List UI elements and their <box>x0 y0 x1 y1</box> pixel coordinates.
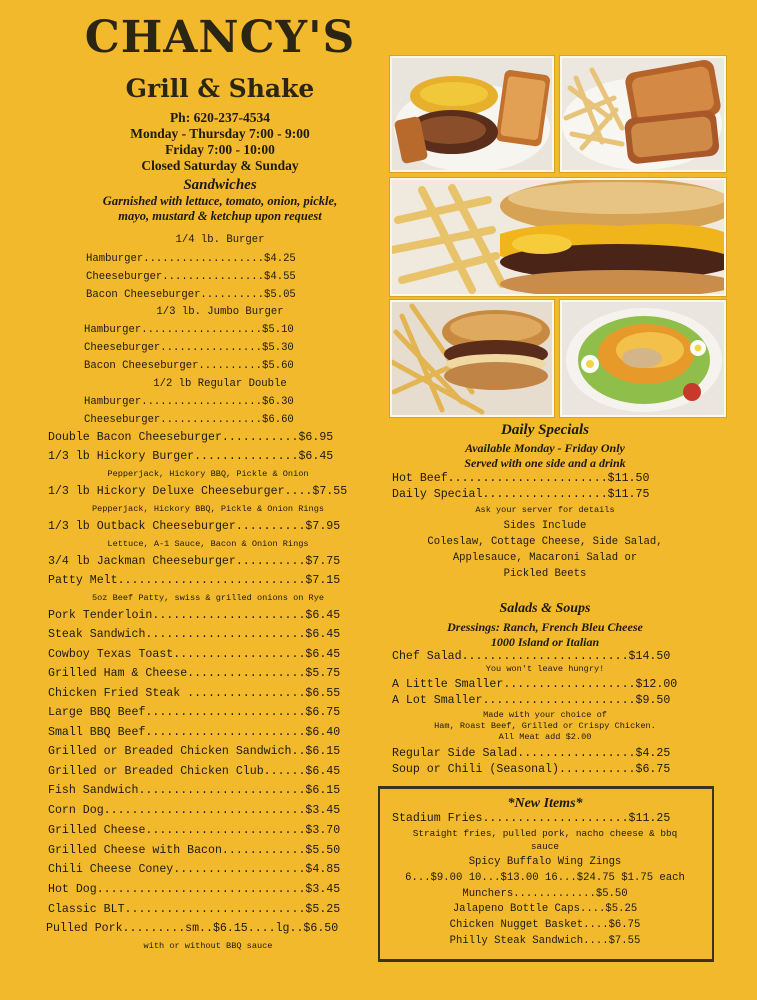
sides-list-1: Coleslaw, Cottage Cheese, Side Salad, <box>427 536 663 548</box>
menu-item: Jalapeno Bottle Caps....$5.25 <box>452 903 638 915</box>
sides-list-2: Applesauce, Macaroni Salad or <box>452 552 638 564</box>
daily-specials-note: Ask your server for details <box>475 505 615 515</box>
menu-item: Bacon Cheeseburger..........$5.05 <box>86 289 296 301</box>
sides-list-3: Pickled Beets <box>503 568 587 580</box>
item-note: Pepperjack, Hickory BBQ, Pickle & Onion <box>107 469 309 479</box>
menu-item: Hot Beef.......................$11.50 <box>392 472 650 485</box>
daily-specials-heading: Daily Specials <box>501 422 589 438</box>
item-note: Made with your choice of <box>483 710 607 720</box>
hours-weekday: Monday - Thursday 7:00 - 9:00 <box>130 126 310 141</box>
hours-closed: Closed Saturday & Sunday <box>141 158 299 173</box>
item-note: All Meat add $2.00 <box>498 732 592 742</box>
menu-item: Hamburger...................$5.10 <box>84 324 294 336</box>
menu-item: Steak Sandwich.......................$6.45 <box>48 628 341 641</box>
third-lb-heading: 1/3 lb. Jumbo Burger <box>156 306 284 318</box>
menu-item: Stadium Fries.....................$11.25 <box>392 812 671 825</box>
menu-item: Grilled or Breaded Chicken Sandwich..$6.15 <box>48 745 341 758</box>
menu-item: Patty Melt...........................$7.15 <box>48 574 341 587</box>
menu-item: Classic BLT..........................$5.25 <box>48 903 341 916</box>
salad-dressings-2: 1000 Island or Italian <box>490 635 600 649</box>
menu-item: Chicken Nugget Basket....$6.75 <box>449 919 641 931</box>
photo-burger-basket <box>390 300 554 417</box>
quarter-lb-heading: 1/4 lb. Burger <box>175 234 265 246</box>
menu-item: 1/3 lb Outback Cheeseburger..........$7.95 <box>48 520 341 533</box>
menu-item: 3/4 lb Jackman Cheeseburger..........$7.75 <box>48 555 341 568</box>
menu-item: Grilled Cheese with Bacon............$5.50 <box>48 844 341 857</box>
photo-grilled-sandwich-fries <box>560 56 726 172</box>
photo-chef-salad <box>560 300 726 417</box>
menu-item: Grilled Cheese.......................$3.70 <box>48 824 341 837</box>
menu-item: Pork Tenderloin......................$6.45 <box>48 609 341 622</box>
menu-item: Grilled or Breaded Chicken Club......$6.45 <box>48 765 341 778</box>
menu-item: Chili Cheese Coney...................$4.85 <box>48 863 341 876</box>
item-note: with or without BBQ sauce <box>143 941 273 951</box>
restaurant-title: CHANCY'S <box>84 12 356 63</box>
menu-item: Cheeseburger................$5.30 <box>84 342 294 354</box>
half-lb-heading: 1/2 lb Regular Double <box>153 378 287 390</box>
photo-cheeseburger-fries <box>390 178 726 296</box>
hours-friday: Friday 7:00 - 10:00 <box>165 142 275 157</box>
phone-number: Ph: 620-237-4534 <box>169 110 271 125</box>
item-note: Straight fries, pulled pork, nacho cheese & bbq <box>412 828 678 839</box>
menu-item: Cheeseburger................$4.55 <box>86 271 296 283</box>
garnish-note-2: mayo, mustard & ketchup upon request <box>118 209 322 223</box>
item-note: Lettuce, A-1 Sauce, Bacon & Onion Rings <box>107 539 309 549</box>
menu-item: A Little Smaller...................$12.00 <box>392 678 678 691</box>
menu-item: A Lot Smaller......................$9.50 <box>392 694 671 707</box>
garnish-note-1: Garnished with lettuce, tomato, onion, pickle, <box>102 194 338 208</box>
photo-pulled-pork-sandwich <box>390 56 554 172</box>
menu-item: Spicy Buffalo Wing Zings <box>468 856 622 868</box>
menu-item: Regular Side Salad.................$4.25 <box>392 747 671 760</box>
sides-heading: Sides Include <box>503 520 587 532</box>
menu-item: Chef Salad........................$14.50 <box>392 650 671 663</box>
menu-item: Fish Sandwich........................$6.15 <box>48 784 341 797</box>
menu-item: Bacon Cheeseburger..........$5.60 <box>84 360 294 372</box>
menu-item: Daily Special..................$11.75 <box>392 488 650 501</box>
daily-specials-served: Served with one side and a drink <box>464 456 626 470</box>
menu-item: Soup or Chili (Seasonal)...........$6.75 <box>392 763 671 776</box>
menu-item: Small BBQ Beef.......................$6.40 <box>48 726 341 739</box>
menu-item: 6...$9.00 10...$13.00 16...$24.75 $1.75 each <box>405 872 685 884</box>
menu-item: Hot Dog..............................$3.45 <box>48 883 341 896</box>
menu-item: Hamburger...................$6.30 <box>84 396 294 408</box>
menu-item: 1/3 lb Hickory Burger...............$6.45 <box>48 450 334 463</box>
menu-item: Grilled Ham & Cheese.................$5.75 <box>48 667 341 680</box>
menu-item: Cheeseburger................$6.60 <box>84 414 294 426</box>
menu-item: 1/3 lb Hickory Deluxe Cheeseburger....$7.55 <box>48 485 348 498</box>
item-note: sauce <box>530 841 560 852</box>
restaurant-subtitle: Grill & Shake <box>125 74 315 103</box>
menu-item: Chicken Fried Steak .................$6.55 <box>48 687 341 700</box>
item-note: You won't leave hungry! <box>485 664 605 674</box>
item-note: Ham, Roast Beef, Grilled or Crispy Chicken. <box>434 721 656 731</box>
sandwiches-heading: Sandwiches <box>183 177 257 193</box>
daily-specials-availability: Available Monday - Friday Only <box>465 441 625 455</box>
salads-heading: Salads & Soups <box>499 601 591 616</box>
item-note: Pepperjack, Hickory BBQ, Pickle & Onion Rings <box>91 504 325 514</box>
menu-item: Munchers.............$5.50 <box>462 888 628 900</box>
item-note: 5oz Beef Patty, swiss & grilled onions on Rye <box>91 593 325 603</box>
salad-dressings-1: Dressings: Ranch, French Bleu Cheese <box>447 620 643 634</box>
menu-item: Cowboy Texas Toast...................$6.45 <box>48 648 341 661</box>
menu-item: Pulled Pork.........sm..$6.15....lg..$6.50 <box>46 922 339 935</box>
menu-item: Large BBQ Beef.......................$6.75 <box>48 706 341 719</box>
menu-item: Philly Steak Sandwich....$7.55 <box>449 935 641 947</box>
menu-item: Hamburger...................$4.25 <box>86 253 296 265</box>
menu-item: Double Bacon Cheeseburger...........$6.95 <box>48 431 334 444</box>
menu-item: Corn Dog.............................$3.45 <box>48 804 341 817</box>
new-items-heading: *New Items* <box>507 796 583 811</box>
